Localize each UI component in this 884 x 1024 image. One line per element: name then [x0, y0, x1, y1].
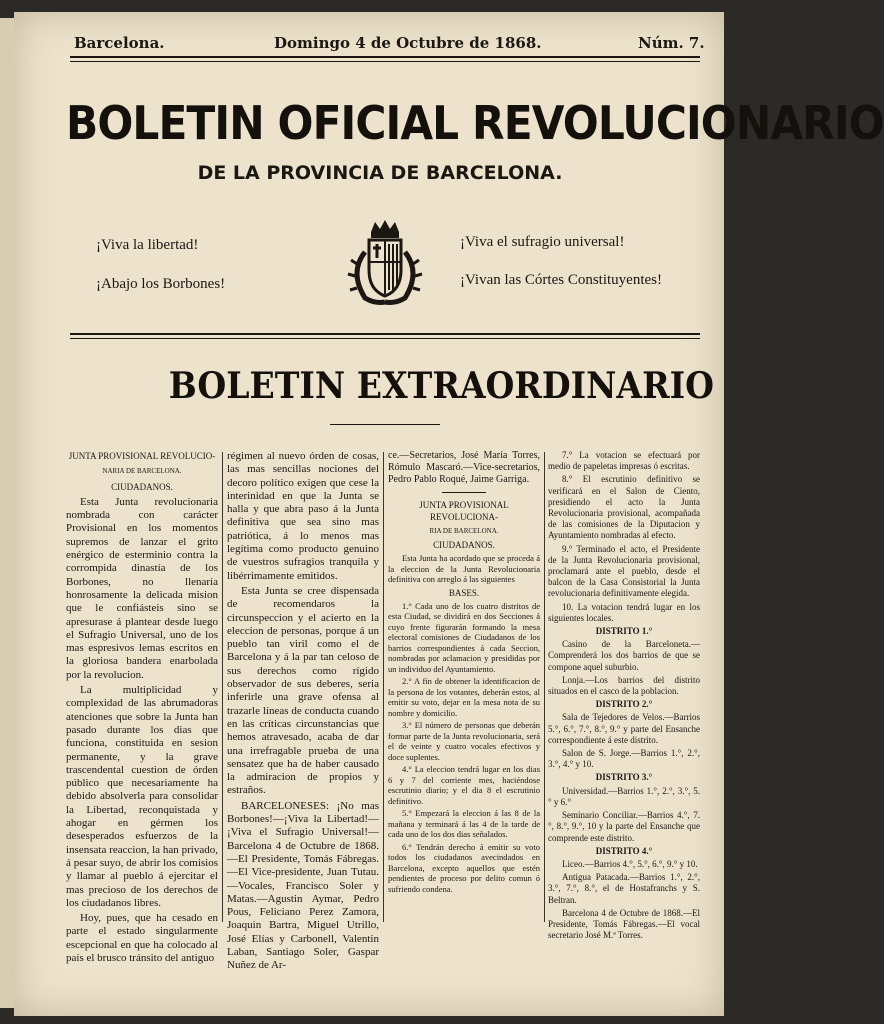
base-item: 10. La votacion tendrá lugar en los siguientes locales.: [548, 601, 700, 623]
motto-sufragio: ¡Viva el sufragio universal!: [460, 234, 625, 250]
salutation-2: CIUDADANOS.: [433, 540, 495, 550]
section-title: BOLETIN EXTRAORDINARIO: [168, 365, 714, 407]
district-heading: DISTRITO 3.°: [595, 772, 653, 783]
base-item: 8.° El escrutinio definitivo se verificará en el Salon de Ciento, presidiendo el acto la Junta Revolucionaria provisional, acompañada de las comisiones de la Diputacion y Ayuntamiento nombradas al efecto.: [548, 474, 700, 541]
header-rule: [70, 56, 700, 58]
paragraph: Esta Junta se cree dispensada de recomendaros la circunspeccion y el acierto en la eleccion de personas, porque á un pueblo tan viril como el de Barcelona y á la par tan celoso de sus derechos como rígido observador de sus deberes, seria inferirle una grave ofensa al trazarle líneas de conducta cuando en las críticas circunstancias que hemos atravesado, acaba de dar una irrefragable prueba de una sensatez que ha de haber causado la admiracion de propios y estraños.: [227, 584, 379, 797]
base-item: 3.° El número de personas que deberán formar parte de la Junta revolucionaria, será el de veinte y cuatro vocales efectivos y doce suplentes.: [388, 720, 540, 762]
column-1: [66, 450, 218, 967]
header-date: Domingo 4 de Octubre de 1868.: [274, 34, 542, 52]
district-location: Casino de la Barceloneta.—Comprenderá los dos barrios de que se compone aquel suburbio.: [548, 639, 700, 672]
header-city: Barcelona.: [74, 34, 165, 52]
salutation: CIUDADANOS.: [111, 481, 173, 492]
section-divider: [330, 424, 440, 425]
district-location: Salon de S. Jorge.—Barrios 1.°, 2.°, 3.°, 4.° y 10.: [548, 748, 700, 770]
column-divider-2: [383, 452, 384, 922]
paragraph: régimen al nuevo órden de cosas, las mas sencillas nociones del decoro político exigen que cese la interinidad en que la Junta se halla y que abra paso á la Junta definitiva que sea sino mas patriótica, á lo menos mas legítima como producto genuino de vuestros sufragios tranquila y libérrimamente emitidos.: [227, 450, 379, 582]
district-location: Sala de Tejedores de Velos.—Barrios 5.°, 6.°, 7.°, 8.°, 9.° y parte del Ensanche correspondiente á este distrito.: [548, 712, 700, 745]
junta-heading: JUNTA PROVISIONAL REVOLUCIO-: [68, 451, 216, 461]
base-item: 4.° La eleccion tendrá lugar en los dias 6 y 7 del corriente mes, haciéndose escrutinio diario; y el dia 8 el escrutinio definitivo.: [388, 764, 540, 806]
coat-of-arms-icon: [335, 212, 435, 312]
paragraph: Hoy, pues, que ha cesado en parte el estado singularmente escepcional en que ha colocado al país el brusco tránsito del antiguo: [66, 912, 218, 964]
base-item: 6.° Tendrán derecho á emitir su voto todos los ciudadanos avecindados en Barcelona, excepto aquellos que estén pendientes de proceso por delito comun ó sufriendo condena.: [388, 841, 540, 894]
district-heading: DISTRITO 2.°: [595, 699, 653, 710]
base-item: 5.° Empezará la eleccion á las 8 de la mañana y terminará á las 4 de la tarde de cada uno de los dos dias señalados.: [388, 808, 540, 839]
motto-cortes: ¡Vivan las Córtes Constituyentes!: [460, 272, 662, 288]
motto-borbones: ¡Abajo los Borbones!: [96, 276, 226, 292]
header-rule-thin: [70, 61, 700, 62]
junta-heading-2: JUNTA PROVISIONAL REVOLUCIONA-: [419, 500, 509, 522]
column-4: [548, 450, 700, 943]
column-3: [388, 450, 540, 896]
closing-signature: Barcelona 4 de Octubre de 1868.—El Presidente, Tomás Fábregas.—El vocal secretario José M.ª Torres.: [548, 907, 700, 941]
masthead-rule-thin: [70, 338, 700, 339]
district-location: Antigua Patacada.—Barrios 1.°, 2.°, 3.°, 7.°, 8.°, el de Hostafranchs y S. Beltran.: [548, 872, 700, 905]
signatures: BARCELONESES: ¡No mas Borbones!—¡Viva la Libertad!—¡Viva el Sufragio Universal!—Barcelona 4 de Octubre de 1868.—El Presidente, Tomás Fábregas.—El Vice-presidente, Juan Tutau.—Vocales, Francisco Soler y Matas.—Agustin Aymar, Pedro Pous, Feliciano Perez Zamora, Joaquin Bartra, Miguel Utrillo, José Elías y Carbonell, Valentin Laban, Santiago Soler, Gaspar Nuñez de Ar-: [227, 799, 379, 972]
base-item: 2.° A fin de obtener la identificacion de la persona de los votantes, deberán estos, al emitir su voto, dejar en la mesa nota de su nombre y domicilio.: [388, 676, 540, 718]
district-heading: DISTRITO 1.°: [595, 626, 653, 637]
article-divider: [442, 492, 486, 493]
base-item: 7.° La votacion se efectuará por medio de papeletas impresas ó escritas.: [548, 450, 700, 472]
header-number: Núm. 7.: [638, 34, 705, 52]
paragraph: Esta Junta ha acordado que se proceda á la eleccion de la Junta Revolucionaria definitiva con arreglo á las siguientes: [388, 553, 540, 584]
masthead-subtitle: DE LA PROVINCIA DE BARCELONA.: [197, 162, 563, 184]
district-location: Universidad.—Barrios 1.°, 2.°, 3.°, 5.° y 6.°: [548, 785, 700, 807]
base-item: 9.° Terminado el acto, el Presidente de la Junta Revolucionaria provisional, proclamará ante el pueblo, desde el balcon de la Casa Consistorial la Junta revolucionaria definitivamente elegida.: [548, 543, 700, 599]
district-heading: DISTRITO 4.°: [595, 845, 653, 856]
column-2: [227, 450, 379, 975]
junta-subheading-2: RIA DE BARCELONA.: [429, 527, 499, 535]
paragraph: Esta Junta revolucionaria nombrada con carácter Provisional en los momentos supremos de lanzar el grito enérgico de esterminio contra la corrompida dinastía de los Borbones, no llenaría honrosamente la delicada mision que le confiásteis sino se apresurase á plantear desde luego el Sufragio Universal, uno de los mas espresivos lemas escritos en la gloriosa bandera enarbolada por la revolucion.: [66, 495, 218, 681]
bases-heading: BASES.: [448, 587, 480, 598]
signatures-continued: ce.—Secretarios, José María Torres, Rómulo Mascaró.—Vice-secretarios, Pedro Pablo Roqué, Jaime Garriga.: [388, 450, 540, 485]
masthead-rule: [70, 333, 700, 335]
district-location: Lonja.—Los barrios del distrito situados en el casco de la poblacion.: [548, 674, 700, 697]
district-location: Seminario Conciliar.—Barrios 4.°, 7.°, 8.°, 9.°, 10 y la parte del Ensanche que comprende este distrito.: [548, 810, 700, 843]
column-divider-3: [544, 452, 545, 922]
paragraph: La multiplicidad y complexidad de las abrumadoras atenciones que sobre la Junta han pasado durante los dias que funciona, constituida en sesion permanente, y la grave trascendental cuestion de órden público que necesariamente ha debido absolverla para consolidar la Libertad, reconquistada y ahogar en gérmen los desesperados esfuerzos de la insensata reaccion, la han privado, á pesar suyo, de abrir los comisios y llamar al pueblo á ejercitar el mas precioso de los derechos de los ciudadanos libres.: [66, 684, 218, 909]
junta-subheading: NARIA DE BARCELONA.: [102, 467, 182, 476]
motto-libertad: ¡Viva la libertad!: [96, 237, 199, 253]
district-location: Liceo.—Barrios 4.°, 5.°, 6.°, 9.° y 10.: [562, 858, 698, 869]
masthead-title: BOLETIN OFICIAL REVOLUCIONARIO: [66, 96, 884, 150]
column-divider-1: [222, 452, 223, 922]
base-item: 1.° Cada uno de los cuatro distritos de esta Ciudad, se dividirá en dos Secciones á cuyo frente figurarán formando la mesa electoral comisiones de Ciudadanos de los barrios correspondientes á cada Seccion, nombradas por aclamacion y presididas por un individuo del Ayuntamiento.: [388, 600, 540, 674]
